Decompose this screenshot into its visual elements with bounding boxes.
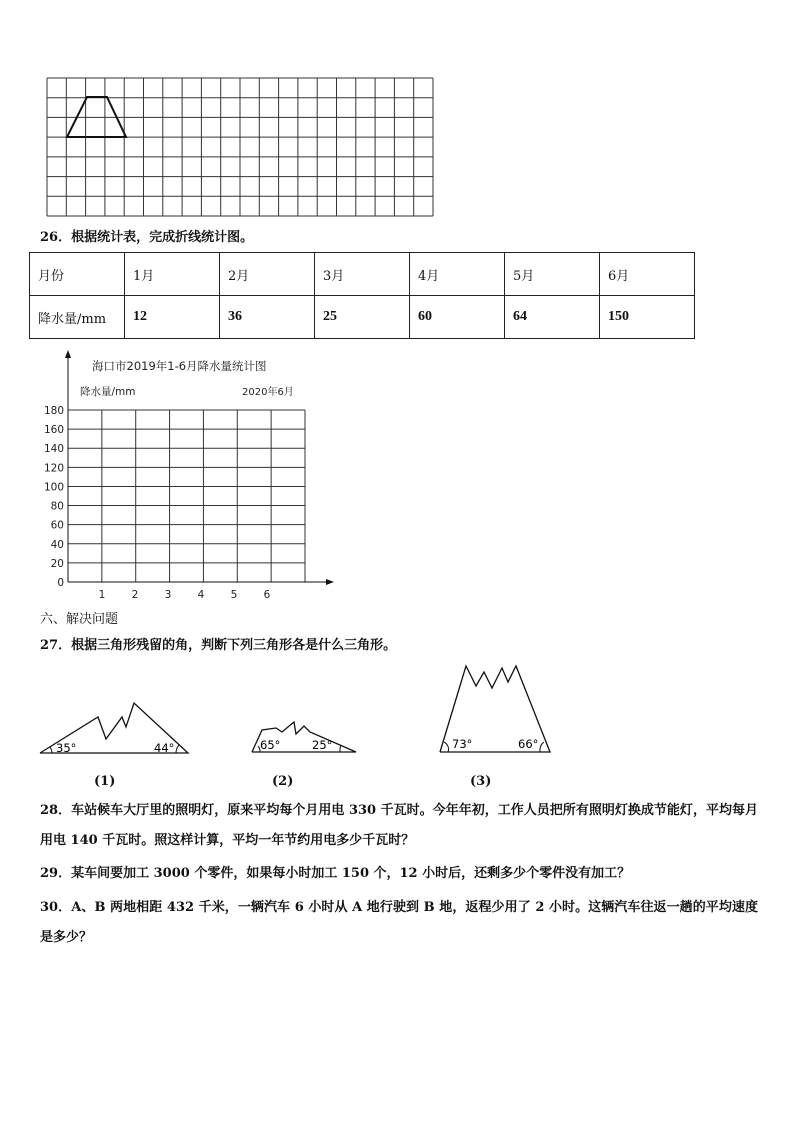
- triangle-label: (1): [94, 774, 116, 789]
- y-tick-label: 60: [50, 519, 64, 532]
- chart-ylabel: 降水量/mm: [80, 386, 136, 398]
- table-cell: 150: [600, 296, 695, 339]
- rainfall-line-chart: [30, 348, 340, 600]
- triangle-label: (3): [470, 774, 492, 789]
- angle-label: 66°: [518, 737, 539, 751]
- table-cell: 5月: [505, 253, 600, 296]
- y-tick-label: 120: [43, 462, 64, 475]
- angle-label: 65°: [260, 738, 281, 752]
- x-tick-label: 3: [164, 589, 172, 600]
- table-cell: 25: [315, 296, 410, 339]
- triangle-3: [436, 662, 554, 756]
- triangle-label: (2): [272, 774, 294, 789]
- question-30: 30．A、B 两地相距 432 千米，一辆汽车 6 小时从 A 地行驶到 B 地，返程少用了 2 小时。这辆汽车往返一趟的平均速度是多少？: [40, 900, 758, 945]
- x-tick-label: 6: [263, 589, 271, 600]
- table-cell: 64: [505, 296, 600, 339]
- table-cell: 3月: [315, 253, 410, 296]
- x-tick-label: 5: [230, 589, 238, 600]
- y-tick-label: 20: [50, 557, 64, 570]
- y-tick-label: 40: [50, 538, 64, 551]
- table-header-row: [30, 253, 695, 296]
- table-cell: 12: [125, 296, 220, 339]
- table-cell: 60: [410, 296, 505, 339]
- table-cell: 1月: [125, 253, 220, 296]
- chart-date: 2020年6月: [242, 387, 294, 398]
- question-28: 28．车站候车大厅里的照明灯，原来平均每个月用电 330 千瓦时。今年年初，工作人员把所有照明灯换成节能灯，平均每月用电 140 千瓦时。照这样计算，平均一年节约用电多少千瓦时？: [40, 803, 758, 848]
- question-26: 26．根据统计表，完成折线统计图。: [40, 230, 254, 245]
- question-27: 27．根据三角形残留的角，判断下列三角形各是什么三角形。: [40, 638, 397, 653]
- question-29: 29．某车间要加工 3000 个零件，如果每小时加工 150 个，12 小时后，还剩多少个零件没有加工？: [40, 866, 631, 881]
- table-cell: 4月: [410, 253, 505, 296]
- y-tick-label: 100: [43, 481, 64, 494]
- y-tick-label: 80: [50, 500, 64, 513]
- y-tick-label: 160: [43, 424, 64, 437]
- table-cell: 6月: [600, 253, 695, 296]
- chart-title: 海口市2019年1-6月降水量统计图: [92, 359, 267, 373]
- x-tick-label: 1: [98, 589, 106, 600]
- table-cell: 2月: [220, 253, 315, 296]
- angle-label: 44°: [154, 741, 175, 755]
- table-cell: 降水量/mm: [30, 296, 125, 339]
- y-axis-arrow: [65, 350, 71, 358]
- y-tick-label: 0: [57, 577, 64, 589]
- x-tick-label: 2: [131, 589, 139, 600]
- triangle-2: [248, 712, 360, 756]
- table-data-row: [30, 296, 695, 339]
- y-tick-label: 140: [43, 443, 64, 456]
- table-cell: 36: [220, 296, 315, 339]
- y-tick-label: 180: [43, 405, 64, 417]
- square-grid-with-trapezoid: [46, 77, 436, 219]
- rainfall-table: [29, 252, 695, 339]
- x-axis-arrow: [326, 579, 334, 585]
- table-cell: 月份: [30, 253, 125, 296]
- x-tick-label: 4: [197, 589, 205, 600]
- angle-label: 73°: [452, 737, 473, 751]
- section-title: 六、解决问题: [40, 612, 119, 627]
- angle-label: 35°: [56, 741, 77, 755]
- triangle-1: [36, 695, 192, 757]
- angle-label: 25°: [312, 738, 333, 752]
